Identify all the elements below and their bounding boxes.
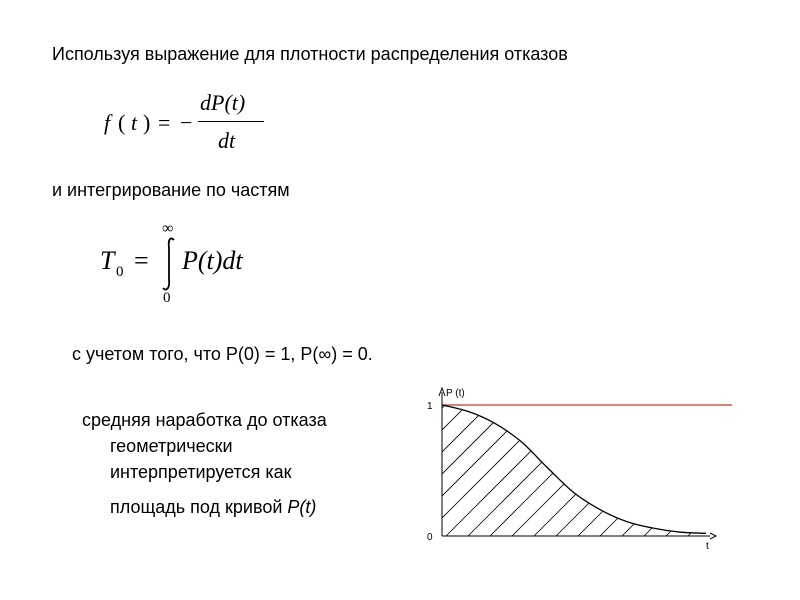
formula2-integrand: P(t)dt — [182, 246, 243, 275]
formula1-paren-open: ( — [118, 110, 126, 135]
conclusion-line-1: средняя наработка до отказа — [82, 410, 327, 430]
hatch-fill — [420, 386, 760, 536]
x-axis-label: t — [706, 541, 709, 552]
hatch-line — [710, 386, 760, 536]
y-tick-1: 1 — [427, 401, 433, 412]
hatch-line — [446, 386, 596, 536]
hatch-line — [420, 386, 530, 536]
formula2-equals: = — [134, 246, 149, 275]
formula2-T: T — [100, 246, 115, 275]
condition-text: с учетом того, что P(0) = 1, P(∞) = 0. — [72, 344, 373, 364]
hatch-line — [622, 386, 760, 536]
mean-time-formula — [100, 222, 300, 312]
density-formula — [104, 88, 284, 158]
integral-lower-limit: 0 — [163, 290, 171, 306]
formula1-f: f — [104, 110, 111, 135]
hatch-line — [512, 386, 662, 536]
intro-text: Используя выражение для плотности распределения отказов — [52, 44, 568, 64]
formula2-subscript: 0 — [116, 264, 124, 280]
reliability-curve-plot — [420, 384, 760, 584]
y-axis-label: P (t) — [446, 388, 465, 399]
hatch-line — [600, 386, 750, 536]
formula1-fraction-bar — [198, 121, 264, 122]
conclusion-line-2: геометрически — [110, 436, 233, 456]
formula1-numerator: dP(t) — [200, 90, 246, 115]
integration-by-parts-text: и интегрирование по частям — [52, 180, 290, 200]
formula1-equals: = — [158, 110, 171, 135]
integral-upper-limit: ∞ — [162, 220, 174, 237]
hatch-line — [468, 386, 618, 536]
formula1-t: t — [131, 110, 138, 135]
hatch-line — [578, 386, 728, 536]
hatch-line — [754, 386, 760, 536]
hatch-line — [644, 386, 760, 536]
x-axis-arrow-icon — [710, 533, 716, 539]
hatch-line — [688, 386, 760, 536]
hatch-line — [666, 386, 760, 536]
conclusion-line-4 — [110, 497, 316, 518]
conclusion-line-4-text: площадь под кривой — [110, 497, 288, 517]
formula1-paren-close: ) — [143, 110, 151, 135]
hatch-line — [490, 386, 640, 536]
formula1-denominator: dt — [218, 128, 236, 153]
conclusion-curve-name: P(t) — [287, 497, 317, 517]
curve-line — [442, 405, 706, 533]
hatch-line — [732, 386, 760, 536]
integral-sign-icon — [160, 236, 178, 292]
hatch-line — [424, 386, 574, 536]
conclusion-line-3: интерпретируется как — [110, 462, 292, 482]
hatch-line — [556, 386, 706, 536]
hatch-line — [420, 386, 508, 536]
formula1-minus: − — [180, 110, 193, 135]
y-tick-0: 0 — [427, 532, 433, 543]
hatch-line — [420, 386, 552, 536]
